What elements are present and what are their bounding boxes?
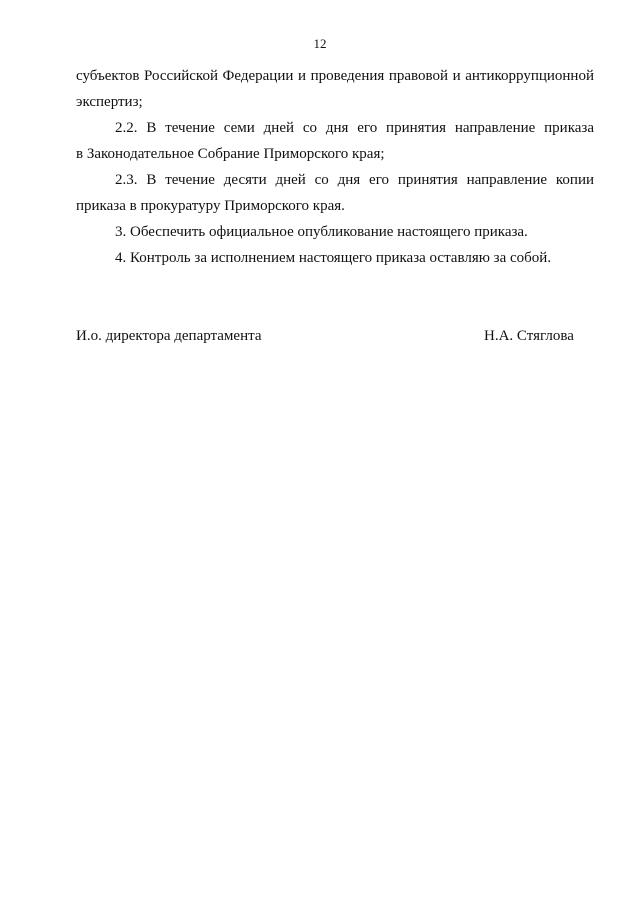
signatory-name: Н.А. Стяглова	[484, 328, 574, 344]
paragraph-line: экспертиз;	[76, 94, 143, 110]
page-number: 12	[313, 36, 327, 51]
paragraph-line: в Законодательное Собрание Приморского края;	[76, 146, 385, 162]
paragraph-line: 2.2. В течение семи дней со дня его принятия направление приказа	[115, 120, 594, 136]
paragraph-line: 2.3. В течение десяти дней со дня его принятия направление копии	[115, 172, 594, 188]
paragraph-line: субъектов Российской Федерации и проведения правовой и антикоррупционной	[76, 68, 594, 84]
paragraph-line: приказа в прокуратуру Приморского края.	[76, 198, 345, 214]
paragraph-line: 4. Контроль за исполнением настоящего приказа оставляю за собой.	[115, 250, 552, 266]
signatory-position: И.о. директора департамента	[76, 328, 262, 344]
paragraph-line: 3. Обеспечить официальное опубликование настоящего приказа.	[115, 224, 528, 240]
